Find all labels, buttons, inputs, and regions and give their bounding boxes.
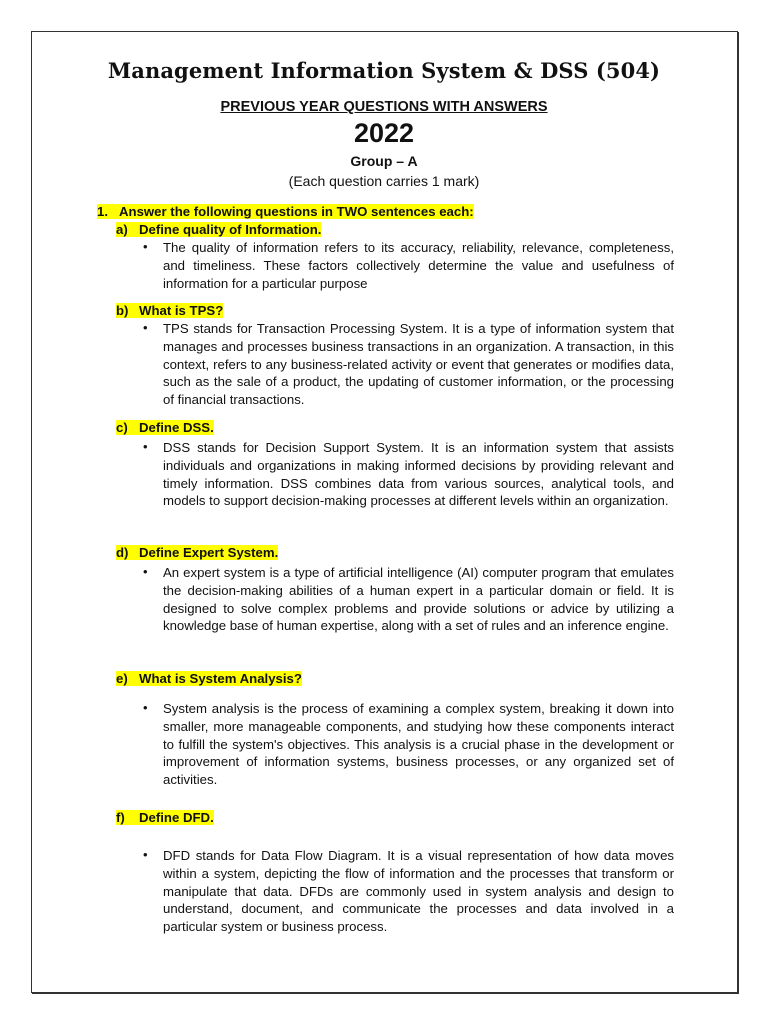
subquestion-text: Define DSS.	[139, 420, 214, 435]
document-subtitle	[0, 99, 768, 115]
bullet-icon: •	[143, 320, 148, 335]
subquestion-letter: e)	[116, 671, 128, 686]
answer-b: TPS stands for Transaction Processing System. It is a type of information system that manages and processes business transactions in an organization. A transaction, in this context, refers to any business-related activity or event that generates or modifies data, such as the sale of a product, the updating of customer information, or the processing of financial transactions.	[163, 321, 674, 408]
exam-year: 2022	[353, 118, 415, 148]
subquestion-f	[116, 810, 214, 825]
subquestion-text: Define quality of Information.	[139, 222, 322, 237]
answer-e: System analysis is the process of examining a complex system, breaking it down into smaller, more manageable components, and studying how these components interact to fulfill the system's objectives. This analysis is a crucial phase in the development or improvement of information systems, business processes, or any organized set of activities.	[163, 701, 674, 788]
subquestion-letter: b)	[116, 303, 129, 318]
bullet-icon: •	[143, 239, 148, 254]
question-1	[97, 204, 474, 219]
subquestion-b	[116, 303, 223, 318]
subquestion-c	[116, 420, 214, 435]
question-1-text: Answer the following questions in TWO sentences each:	[119, 204, 474, 219]
answer-a: The quality of information refers to its accuracy, reliability, relevance, completeness, and timeliness. These factors collectively determine the value and usefulness of information for a particular purpose	[163, 240, 674, 291]
question-1-number: 1.	[97, 204, 108, 219]
bullet-icon: •	[143, 439, 148, 454]
subquestion-text: Define DFD.	[139, 810, 214, 825]
subquestion-letter: f)	[116, 810, 125, 825]
answer-c: DSS stands for Decision Support System. It is an information system that assists individuals and organizations in making informed decisions by providing relevant and timely information. DSS combines data from various sources, analytical tools, and models to support decision-making processes at different levels within an organization.	[163, 440, 674, 509]
subquestion-a	[116, 222, 321, 237]
subquestion-text: What is TPS?	[139, 303, 224, 318]
marks-note: (Each question carries 1 mark)	[288, 173, 480, 189]
bullet-icon: •	[143, 564, 148, 579]
subquestion-d	[116, 545, 278, 560]
bullet-icon: •	[143, 847, 148, 862]
answer-d: An expert system is a type of artificial intelligence (AI) computer program that emulates the decision-making abilities of a human expert in a particular domain or field. It is designed to solve complex problems and provide solutions or advice by utilizing a knowledge base of human expertise, along with a set of rules and an inference engine.	[163, 565, 674, 634]
document-title: Management Information System & DSS (504)	[107, 58, 661, 83]
bullet-icon: •	[143, 700, 148, 715]
subquestion-text: Define Expert System.	[139, 545, 279, 560]
subquestion-e	[116, 671, 302, 686]
answer-f: DFD stands for Data Flow Diagram. It is a visual representation of how data moves within a system, depicting the flow of information and the processes that transform or manipulate that data. DFDs are commonly used in system analysis and design to understand, document, and communicate the processes and data involved in a particular system or business process.	[163, 848, 674, 935]
group-heading: Group – A	[350, 153, 418, 169]
subquestion-text: What is System Analysis?	[139, 671, 302, 686]
subtitle-text: PREVIOUS YEAR QUESTIONS WITH ANSWERS	[220, 99, 548, 115]
subquestion-letter: a)	[116, 222, 128, 237]
subquestion-letter: c)	[116, 420, 128, 435]
subquestion-letter: d)	[116, 545, 129, 560]
